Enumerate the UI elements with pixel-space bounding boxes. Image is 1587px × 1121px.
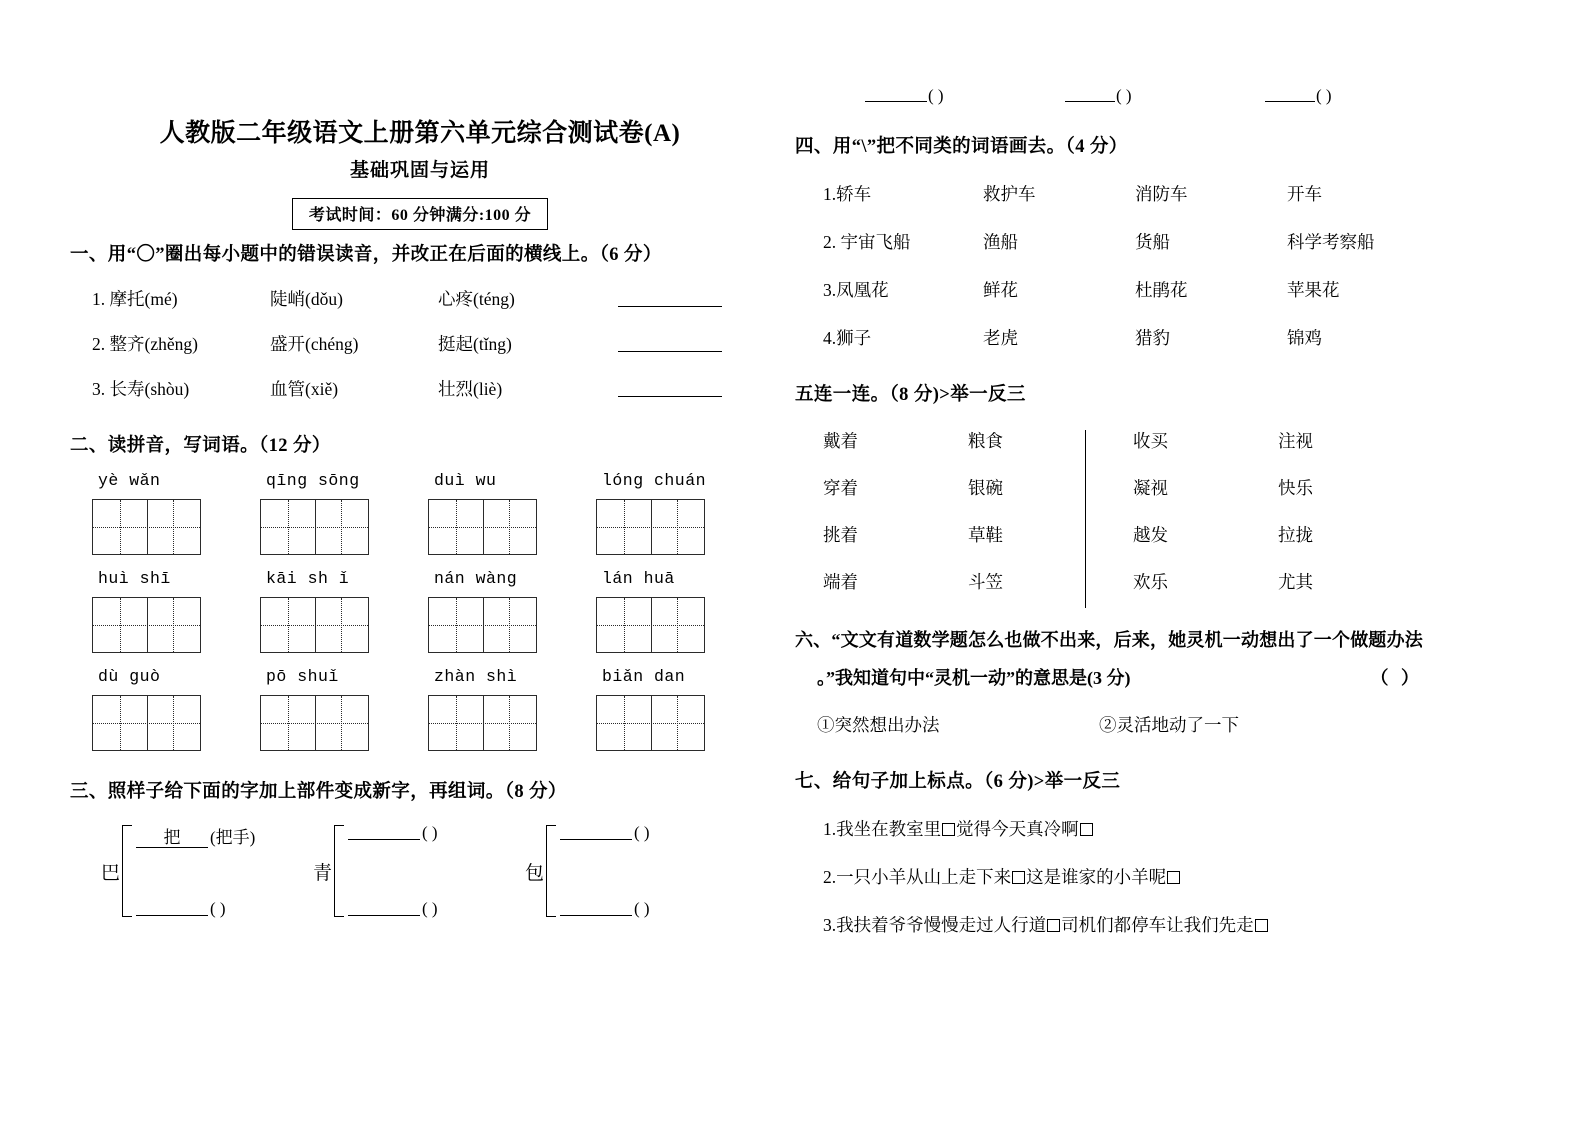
- word-paren[interactable]: ( ): [422, 823, 438, 843]
- s2-r1-g1: [92, 499, 260, 555]
- page-subtitle: 基础巩固与运用: [349, 160, 490, 182]
- punctuation-box[interactable]: [1047, 919, 1060, 932]
- page-title: 人教版二年级语文上册第六单元综合测试卷(A): [159, 120, 681, 147]
- answer-blank[interactable]: [865, 100, 927, 102]
- section-2-heading: 二、读拼音，写词语。（12 分）: [70, 436, 331, 457]
- bracket-line-top: [560, 823, 650, 843]
- s7-r2-part2: 这是谁家的小羊呢: [1026, 867, 1167, 887]
- section-1: [70, 240, 770, 401]
- s2-r1-py4: lóng chuán: [602, 471, 707, 491]
- s2-grid-row: [70, 695, 770, 751]
- character-grid-box[interactable]: [260, 695, 369, 751]
- answer-blank[interactable]: [1265, 100, 1315, 102]
- s2-r1-py3: duì wu: [434, 471, 497, 491]
- grid-vertical-dotted-left: [624, 696, 625, 750]
- character-grid-box[interactable]: [596, 499, 705, 555]
- section-4-heading: 四、用“\”把不同类的词语画去。（4 分）: [795, 137, 1128, 157]
- s2-r3-py2: pō shuǐ: [266, 667, 339, 687]
- grid-horizontal-dotted: [261, 527, 368, 528]
- bracket-lines: [136, 821, 255, 921]
- bracket-line-bottom: [348, 899, 438, 919]
- continuation-blanks-row: [795, 0, 1575, 106]
- s1-r3-c3[interactable]: 壮烈(liè): [438, 379, 503, 400]
- grid-horizontal-dotted: [429, 625, 536, 626]
- character-grid-box[interactable]: [428, 695, 537, 751]
- grid-vertical-dotted-left: [624, 598, 625, 652]
- answer-blank[interactable]: [348, 914, 420, 916]
- s5-r3-c4[interactable]: 拉拢: [1278, 525, 1313, 545]
- section-7: [795, 767, 1575, 937]
- grid-horizontal-dotted: [261, 625, 368, 626]
- s2-r1-g3: [428, 499, 596, 555]
- section-7-heading: 七、给句子加上标点。（6 分)>举一反三: [795, 772, 1121, 792]
- section-4-row: [795, 229, 1575, 254]
- s4-r1-no: 1.: [823, 184, 837, 204]
- grid-vertical-dotted-right: [509, 500, 510, 554]
- s1-r2-c1: [92, 331, 270, 356]
- s1-r1-no: 1.: [92, 289, 106, 310]
- grid-vertical-dotted-left: [624, 500, 625, 554]
- grid-vertical-dotted-right: [677, 696, 678, 750]
- s2-r2-g1: [92, 597, 260, 653]
- grid-vertical-dotted-right: [677, 500, 678, 554]
- section-6-answer-paren[interactable]: （ ）: [1370, 668, 1423, 688]
- s4-r1-c3[interactable]: 消防车: [1135, 184, 1188, 204]
- s1-r3-answer-blank[interactable]: [618, 395, 722, 397]
- grid-horizontal-dotted: [597, 527, 704, 528]
- s7-r1-part2: 觉得今天真冷啊: [956, 819, 1079, 839]
- grid-vertical-dotted-left: [120, 598, 121, 652]
- section-6-options: [795, 712, 1575, 737]
- section-2-block: [70, 667, 770, 751]
- character-grid-box[interactable]: [428, 499, 537, 555]
- section-2-block: [70, 471, 770, 555]
- grid-horizontal-dotted: [597, 723, 704, 724]
- s5-r1-c4[interactable]: 注视: [1278, 431, 1313, 451]
- section-5-row: [823, 522, 1575, 547]
- left-column: [70, 0, 770, 1121]
- exam-info-box: 考试时间：60 分钟满分:100 分: [292, 198, 548, 230]
- right-column: [795, 0, 1575, 1121]
- s2-r2-py4: lán huā: [602, 569, 675, 589]
- grid-vertical-dotted-left: [288, 500, 289, 554]
- continuation-blank-2: [1065, 86, 1265, 106]
- s2-r3-py3: zhàn shì: [434, 667, 518, 687]
- grid-vertical-dotted-right: [509, 598, 510, 652]
- s2-pinyin-row: [70, 569, 770, 588]
- word-paren[interactable]: ( ): [928, 86, 944, 105]
- s1-r1-answer-blank[interactable]: [618, 305, 722, 307]
- bracket-lines: [560, 821, 650, 921]
- s4-r4-c1: [823, 325, 983, 350]
- section-6-option-1[interactable]: ①突然想出办法: [817, 715, 940, 735]
- s2-r3-g2: [260, 695, 428, 751]
- s4-r1-w1[interactable]: 轿车: [836, 184, 872, 204]
- bracket-shape: [546, 825, 556, 917]
- word-paren[interactable]: ( ): [1116, 86, 1132, 105]
- word-paren[interactable]: ( ): [634, 823, 650, 843]
- s2-r3-g4: [596, 695, 764, 751]
- grid-vertical-dotted-left: [288, 598, 289, 652]
- s5-r2-c1[interactable]: 穿着: [823, 478, 858, 498]
- grid-vertical-dotted-left: [456, 696, 457, 750]
- punctuation-box[interactable]: [1012, 871, 1025, 884]
- s2-r2-g4: [596, 597, 764, 653]
- s2-r1-py1: yè wǎn: [98, 471, 161, 491]
- s1-r1-c1: [92, 286, 270, 311]
- s2-r3-g1: [92, 695, 260, 751]
- answer-blank[interactable]: [560, 838, 632, 840]
- s1-r2-c2[interactable]: 盛开(chéng): [270, 334, 359, 355]
- grid-horizontal-dotted: [597, 625, 704, 626]
- s7-r1-no: 1.: [823, 819, 837, 839]
- section-6: [795, 626, 1575, 737]
- bracket-shape: [122, 825, 132, 917]
- s2-r2-g3: [428, 597, 596, 653]
- base-character: 包: [524, 862, 544, 884]
- grid-vertical-dotted-right: [173, 598, 174, 652]
- character-grid-box[interactable]: [92, 597, 201, 653]
- s2-grid-row: [70, 499, 770, 555]
- s2-r2-g2: [260, 597, 428, 653]
- s2-r3-py4: biǎn dan: [602, 667, 686, 687]
- grid-horizontal-dotted: [93, 625, 200, 626]
- s7-r3-no: 3.: [823, 915, 837, 935]
- s5-r4-c3[interactable]: 欢乐: [1133, 572, 1168, 592]
- s4-r2-no: 2.: [823, 232, 837, 252]
- bracket-line-bottom: [136, 899, 255, 919]
- s1-r3-c1: [92, 376, 270, 401]
- bracket-line-bottom: [560, 899, 650, 919]
- word-paren[interactable]: ( ): [1316, 86, 1332, 105]
- s7-r1-part1: 我坐在教室里: [836, 819, 942, 839]
- grid-vertical-dotted-right: [677, 598, 678, 652]
- s1-r1-w1[interactable]: 摩托(mé): [109, 289, 178, 310]
- section-1-row: [70, 286, 770, 311]
- grid-vertical-dotted-right: [173, 696, 174, 750]
- s5-r1-c2[interactable]: 粮食: [968, 431, 1003, 451]
- section-5-row: [823, 569, 1575, 594]
- punctuation-box[interactable]: [1080, 823, 1093, 836]
- s4-r2-c4[interactable]: 科学考察船: [1287, 232, 1375, 252]
- s2-r1-py2: qīng sōng: [266, 471, 360, 491]
- answer-blank[interactable]: [136, 914, 208, 916]
- s5-r2-c2[interactable]: 银碗: [968, 478, 1003, 498]
- character-grid-box[interactable]: [92, 499, 201, 555]
- s4-r2-c1: [823, 229, 983, 254]
- s1-r2-no: 2.: [92, 334, 106, 355]
- section-6-line-1: 六、“文文有道数学题怎么也做不出来，后来，她灵机一动想出了一个做题办法: [795, 630, 1423, 650]
- section-1-heading: 一、用“〇”圈出每小题中的错误读音，并改正在后面的横线上。（6 分）: [70, 245, 662, 266]
- character-grid-box[interactable]: [428, 597, 537, 653]
- s5-r1-c3[interactable]: 收买: [1133, 431, 1168, 451]
- continuation-blank-1: [865, 86, 1065, 106]
- section-5-row: [823, 428, 1575, 453]
- bracket-line-top: [136, 823, 255, 848]
- s5-r4-c2[interactable]: 斗笠: [968, 572, 1003, 592]
- s5-r1-c1[interactable]: 戴着: [823, 431, 858, 451]
- bracket-line-top: [348, 823, 438, 843]
- bracket-shape: [334, 825, 344, 917]
- s7-r3-part1: 我扶着爷爷慢慢走过人行道: [836, 915, 1047, 935]
- s4-r2-c3[interactable]: 货船: [1135, 232, 1170, 252]
- section-6-line-2: [795, 664, 1575, 690]
- s1-r3-no: 3.: [92, 379, 106, 400]
- s2-r3-g3: [428, 695, 596, 751]
- s7-r3-part2: 司机们都停车让我们先走: [1061, 915, 1254, 935]
- s1-r3-c2[interactable]: 血管(xiě): [270, 379, 339, 400]
- s2-pinyin-row: [70, 471, 770, 490]
- grid-vertical-dotted-right: [341, 696, 342, 750]
- s2-r2-py3: nán wàng: [434, 569, 518, 589]
- s5-r3-c1[interactable]: 挑着: [823, 525, 858, 545]
- s1-r1-c3[interactable]: 心疼(téng): [438, 289, 515, 310]
- s4-r3-c1: [823, 277, 983, 302]
- section-7-sentence: [795, 816, 1575, 841]
- s4-r3-c2[interactable]: 鲜花: [983, 280, 1018, 300]
- section-5-row: [823, 475, 1575, 500]
- grid-horizontal-dotted: [93, 527, 200, 528]
- section-6-option-2[interactable]: ②灵活地动了一下: [1099, 715, 1239, 735]
- s5-r3-c2[interactable]: 草鞋: [968, 525, 1003, 545]
- grid-vertical-dotted-left: [456, 598, 457, 652]
- grid-vertical-dotted-left: [120, 500, 121, 554]
- section-1-row: [70, 376, 770, 401]
- s5-r2-c4[interactable]: 快乐: [1278, 478, 1313, 498]
- section-3-heading: 三、照样子给下面的字加上部件变成新字，再组词。（8 分）: [70, 782, 567, 803]
- s4-r3-c3[interactable]: 杜鹃花: [1135, 280, 1188, 300]
- s4-r1-c2[interactable]: 救护车: [983, 184, 1036, 204]
- section-2-block: [70, 569, 770, 653]
- grid-vertical-dotted-right: [341, 598, 342, 652]
- section-4-row: [795, 277, 1575, 302]
- grid-vertical-dotted-right: [509, 696, 510, 750]
- character-grid-box[interactable]: [596, 695, 705, 751]
- s4-r3-no: 3.: [823, 280, 837, 300]
- s1-r2-answer-blank[interactable]: [618, 350, 722, 352]
- section-4-row: [795, 325, 1575, 350]
- punctuation-box[interactable]: [1255, 919, 1268, 932]
- answer-blank[interactable]: [560, 914, 632, 916]
- s5-r4-c1[interactable]: 端着: [823, 572, 858, 592]
- s4-r4-c3[interactable]: 猎豹: [1135, 328, 1170, 348]
- base-character: 巴: [100, 862, 120, 884]
- character-grid-box[interactable]: [596, 597, 705, 653]
- s4-r4-c4[interactable]: 锦鸡: [1287, 328, 1322, 348]
- word-paren[interactable]: (把手): [210, 828, 256, 848]
- s1-r1-c2[interactable]: 陡峭(dǒu): [270, 289, 343, 310]
- s1-r3-w1[interactable]: 长寿(shòu): [109, 379, 190, 400]
- section-2: [70, 431, 770, 751]
- answer-blank[interactable]: [348, 838, 420, 840]
- s4-r4-no: 4.: [823, 328, 837, 348]
- exam-info-wrapper: [70, 198, 770, 230]
- bracket-group-bao: [522, 821, 734, 921]
- s2-r1-g2: [260, 499, 428, 555]
- grid-vertical-dotted-left: [120, 696, 121, 750]
- section-5: [795, 380, 1575, 594]
- grid-vertical-dotted-right: [173, 500, 174, 554]
- section-3-body: [70, 821, 770, 921]
- section-6-line-2-text: 。”我知道句中“灵机一动”的意思是(3 分): [817, 668, 1131, 688]
- s4-r3-w1[interactable]: 凤凰花: [836, 280, 889, 300]
- s2-grid-row: [70, 597, 770, 653]
- section-4-row: [795, 181, 1575, 206]
- character-grid-box[interactable]: [92, 695, 201, 751]
- word-paren[interactable]: ( ): [210, 899, 226, 919]
- bracket-group-qing: [310, 821, 522, 921]
- s7-r2-part1: 一只小羊从山上走下来: [836, 867, 1012, 887]
- character-grid-box[interactable]: [260, 597, 369, 653]
- s5-r2-c3[interactable]: 凝视: [1133, 478, 1168, 498]
- section-5-heading: 五连一连。（8 分)>举一反三: [795, 385, 1026, 405]
- s4-r4-w1[interactable]: 狮子: [836, 328, 872, 348]
- section-1-row: [70, 331, 770, 356]
- grid-vertical-dotted-left: [288, 696, 289, 750]
- matching-divider-line: [1085, 430, 1086, 608]
- punctuation-box[interactable]: [1167, 871, 1180, 884]
- bracket-lines: [348, 821, 438, 921]
- s4-r3-c4[interactable]: 苹果花: [1287, 280, 1340, 300]
- answer-blank[interactable]: [1065, 100, 1115, 102]
- s5-r3-c3[interactable]: 越发: [1133, 525, 1168, 545]
- section-7-sentence: [795, 864, 1575, 889]
- s4-r1-c1: [823, 181, 983, 206]
- s1-r2-w1[interactable]: 整齐(zhěng): [109, 334, 198, 355]
- word-paren[interactable]: ( ): [634, 899, 650, 919]
- s2-r2-py1: huì shī: [98, 569, 171, 589]
- grid-horizontal-dotted: [93, 723, 200, 724]
- character-grid-box[interactable]: [260, 499, 369, 555]
- s2-pinyin-row: [70, 667, 770, 686]
- grid-horizontal-dotted: [261, 723, 368, 724]
- answer-blank-filled[interactable]: 把: [136, 828, 208, 849]
- word-paren[interactable]: ( ): [422, 899, 438, 919]
- grid-horizontal-dotted: [429, 723, 536, 724]
- s4-r2-c2[interactable]: 渔船: [983, 232, 1018, 252]
- section-4: [795, 132, 1575, 350]
- base-character: 青: [312, 862, 332, 884]
- grid-vertical-dotted-right: [341, 500, 342, 554]
- s2-r3-py1: dù guò: [98, 667, 161, 687]
- section-3: [70, 777, 770, 921]
- s4-r4-c2[interactable]: 老虎: [983, 328, 1018, 348]
- s2-r2-py2: kāi sh ǐ: [266, 569, 350, 589]
- s5-r4-c4[interactable]: 尤其: [1278, 572, 1313, 592]
- grid-horizontal-dotted: [429, 527, 536, 528]
- s2-r1-g4: [596, 499, 764, 555]
- continuation-blank-3: [1265, 86, 1465, 106]
- s4-r1-c4[interactable]: 开车: [1287, 184, 1322, 204]
- punctuation-box[interactable]: [942, 823, 955, 836]
- s4-r2-w1[interactable]: 宇宙飞船: [840, 232, 911, 252]
- grid-vertical-dotted-left: [456, 500, 457, 554]
- s7-r2-no: 2.: [823, 867, 837, 887]
- s1-r2-c3[interactable]: 挺起(tǐng): [438, 334, 512, 355]
- section-5-body: [795, 428, 1575, 594]
- section-7-sentence: [795, 912, 1575, 937]
- bracket-group-ba: [98, 821, 310, 921]
